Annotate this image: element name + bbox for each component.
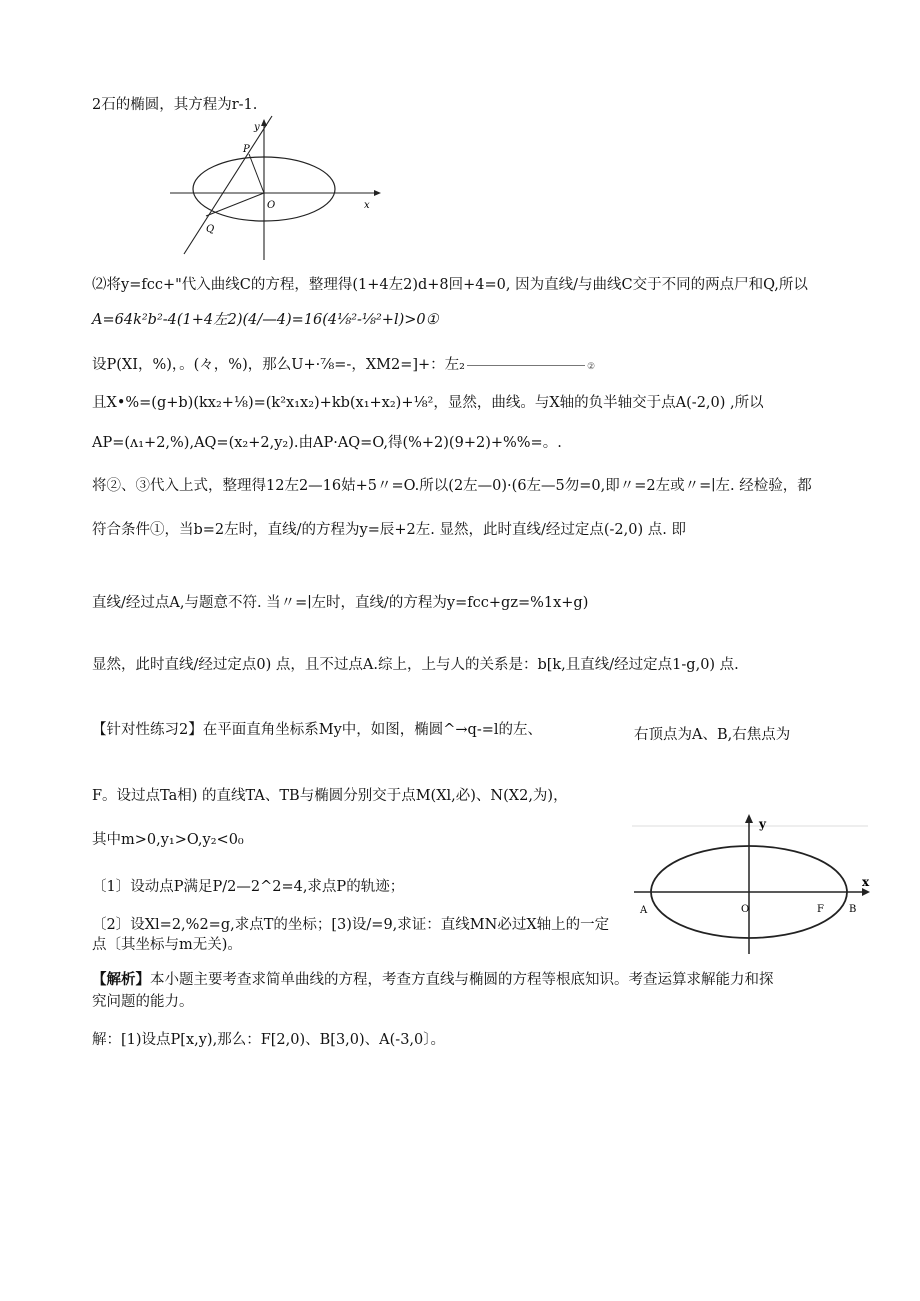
text-line-14: 〔1〕设动点P满足P/2—2^2=4,求点P的轨迹；: [92, 879, 405, 895]
underline-rule: [467, 365, 585, 366]
text-line-15: 〔2〕设Xl=2,%2=g,求点T的坐标；[3)设/=9,求证：直线MN必过X轴上的一定: [92, 917, 610, 933]
text-line-2: ⑵将y=fcc+"代入曲线C的方程，整理得(1+4左2)d+8回+4=0, 因为直线/与曲线C交于不同的两点尸和Q,所以: [92, 277, 808, 293]
text-line-9: 直线/经过点A,与题意不符. 当〃=∣左时，直线/的方程为y=fcc+gz=%1x+g): [92, 595, 589, 611]
text-line-8: 符合条件①，当b=2左时，直线/的方程为y=辰+2左. 显然，此时直线/经过定点(-2,0) 点. 即: [92, 522, 686, 538]
fig2-label-b: B: [849, 904, 857, 915]
text-line-4-marker: ②: [587, 362, 596, 372]
line-l: [184, 116, 272, 254]
fig1-label-y: y: [254, 122, 260, 133]
x-axis-arrow-2: [862, 888, 870, 896]
fig2-label-a: A: [640, 905, 648, 916]
text-line-3: A=64k²b²-4(1+4左2)(4/—4)=16(4⅛²-⅛²+l)>0①: [92, 312, 439, 328]
y-axis-arrow-2: [745, 814, 753, 823]
text-line-12: F。设过点Ta相) 的直线TA、TB与椭圆分别交于点M(Xl,必)、N(X2,为)，: [92, 788, 568, 804]
analysis-heading: 【解析】: [92, 971, 150, 988]
fig2-label-y: y: [759, 817, 766, 831]
segment-oq: [206, 193, 264, 216]
text-line-5: 且X•%=(g+b)(kx₂+⅛)=(k²x₁x₂)+kb(x₁+x₂)+⅛²，显然，曲线。与X轴的负半轴交于点A(-2,0) ,所以: [92, 395, 764, 411]
text-line-18: 究问题的能力。: [92, 994, 194, 1010]
fig2-label-x: x: [862, 875, 870, 889]
text-line-11-right: 右顶点为A、B,右焦点为: [634, 727, 791, 743]
text-line-11-left: 【针对性练习2】在平面直角坐标系My中，如图，椭圆^→q-=l的左、: [92, 722, 543, 738]
fig1-label-o: O: [267, 200, 276, 211]
text-line-7: 将②、③代入上式，整理得12左2—16姑+5〃=O.所以(2左—0)·(6左—5勿=0,即〃=2左或〃=∣左. 经检验，都: [92, 478, 812, 494]
x-axis-arrow: [374, 190, 381, 196]
analysis-text: 本小题主要考查求简单曲线的方程，考查方直线与椭圆的方程等根底知识。考查运算求解能力和探: [150, 972, 774, 988]
fig1-label-x: x: [364, 200, 370, 211]
fig1-label-q: Q: [206, 224, 215, 235]
text-line-19: 解：[1)设点P[x,y),那么：F[2,0)、B[3,0)、A(-3,0〕。: [92, 1032, 445, 1048]
text-line-1: 2石的椭圆，其方程为r-1.: [92, 97, 258, 113]
ellipse-figure-2: [628, 808, 880, 956]
ellipse-figure-1: [168, 112, 388, 262]
fig2-label-o: O: [741, 904, 750, 915]
text-line-4: [92, 355, 595, 377]
text-line-4-frac: ]+：左₂: [412, 357, 465, 373]
text-line-17: [92, 970, 774, 990]
text-line-6: AP=(ʌ₁+2,%),AQ=(x₂+2,y₂).由AP·AQ=O,得(%+2)(9+2)+%%=。.: [92, 435, 562, 451]
text-line-4-main: 设P(XI，%)，。(々，%)，那么U+·⅞=-，XM2=: [92, 357, 413, 373]
text-line-13: 其中m>0,y₁>O,y₂<0₀: [92, 832, 244, 848]
text-line-16: 点〔其坐标与m无关)。: [92, 937, 242, 953]
segment-op: [249, 154, 264, 193]
fig1-label-p: P: [243, 144, 250, 155]
fig2-label-f: F: [817, 904, 824, 915]
text-line-10: 显然，此时直线/经过定点0) 点，且不过点A.综上，上与人的关系是：b[k,且直线/经过定点1-g,0) 点.: [92, 657, 739, 673]
